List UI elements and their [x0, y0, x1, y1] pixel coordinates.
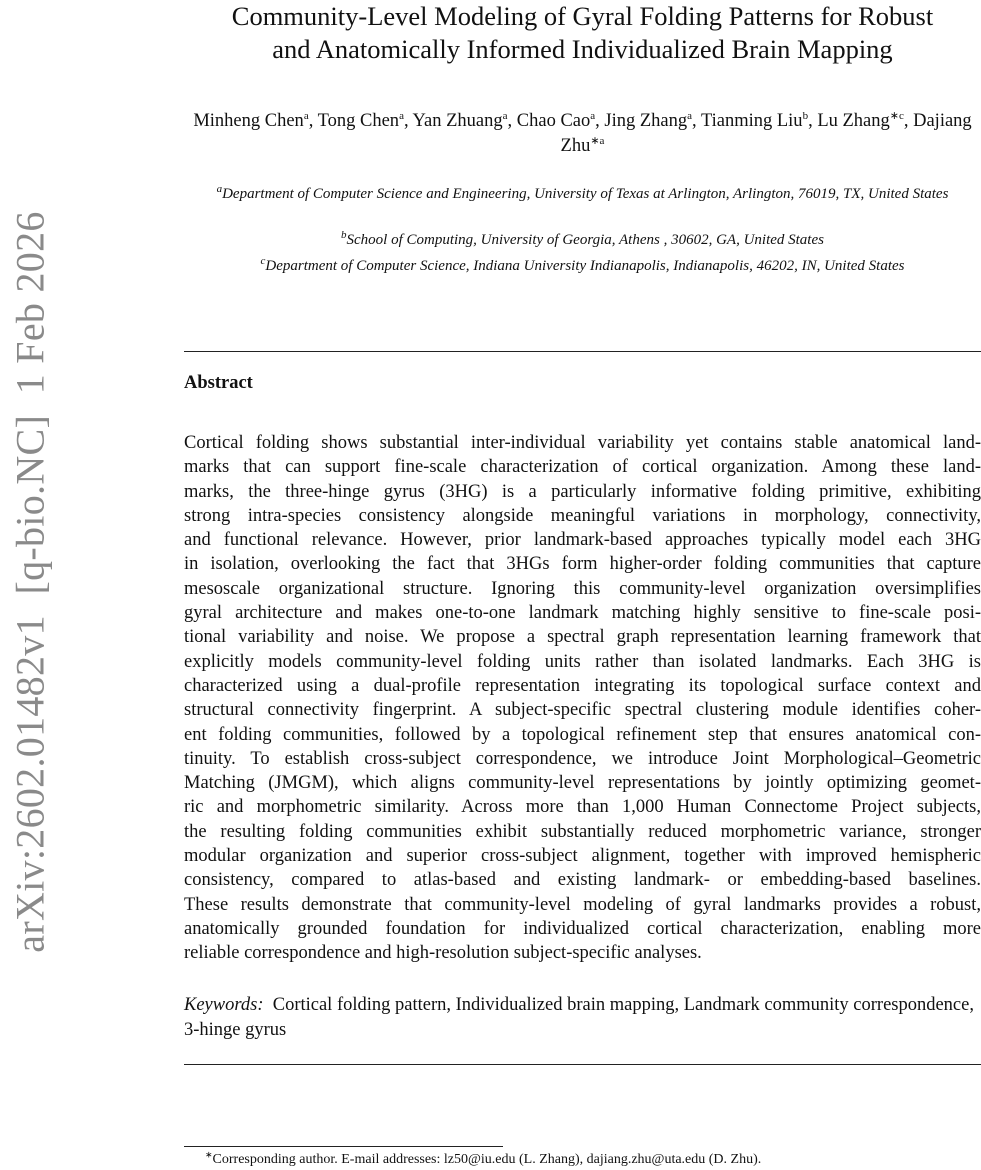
author-name: Dajiang Zhu [560, 111, 972, 156]
abstract-line: marks, the three-hinge gyrus (3HG) is a particularly informative folding primitive, exhibiting [184, 481, 981, 502]
abstract-line: and functional relevance. However, prior landmark-based approaches typically model each 3HG [184, 530, 981, 551]
author-name: Jing Zhang [604, 111, 688, 131]
author-affiliation-mark: ∗c [889, 109, 904, 122]
author-list: Minheng Chen$^a$, Tong Chen$^a$, Yan Zhuang$^a$, Chao Cao$^a$, Jing Zhang$^a$, Tianming Liu$^b$, Lu Zhang$^{∗c}$, Dajiang Zhu$^{∗a}$ [193, 109, 972, 156]
bottom-divider [184, 1064, 981, 1065]
affiliation-c [184, 256, 981, 276]
affiliation-mark: b [341, 229, 347, 241]
abstract-line: ent folding communities, followed by a topological refinement step that ensures anatomical con- [184, 724, 981, 745]
abstract-line: structural connectivity fingerprint. A subject-specific spectral clustering module identifies coher- [184, 700, 981, 721]
top-divider [184, 351, 981, 352]
abstract-line: anatomically grounded foundation for individualized cortical characterization, enabling more [184, 918, 981, 939]
abstract-line: strong intra-species consistency alongside meaningful variations in morphology, connectivity, [184, 505, 981, 526]
author-affiliation-mark: a [687, 109, 693, 122]
abstract-line: consistency, compared to atlas-based and existing landmark- or embedding-based baselines. [184, 870, 981, 891]
affiliation-text: Department of Computer Science, Indiana University Indianapolis, Indianapolis, 46202, IN, United States [265, 258, 905, 274]
abstract-line: mesoscale organizational structure. Ignoring this community-level organization oversimplifies [184, 578, 981, 599]
author-affiliation-mark: a [590, 109, 596, 122]
author-affiliation-mark: a [399, 109, 404, 122]
affiliation-mark: a [216, 183, 223, 195]
title-line: and Anatomically Informed Individualized Brain Mapping [272, 34, 893, 64]
author [517, 111, 595, 131]
affiliation-text: Department of Computer Science and Engineering, University of Texas at Arlington, Arlington, 76019, TX, United States [222, 186, 949, 202]
author [817, 111, 904, 131]
author-affiliation-mark: a [303, 109, 309, 122]
affiliation-a [184, 184, 981, 204]
abstract-heading: Abstract [184, 373, 253, 393]
abstract-line: reliable correspondence and high-resolution subject-specific analyses. [184, 943, 702, 964]
abstract-line: Matching (JMGM), which aligns community-level representations by jointly optimizing geomet- [184, 773, 981, 794]
author-affiliation-mark: b [802, 109, 809, 122]
author-name: Tianming Liu [700, 111, 803, 131]
author-name: Chao Cao [516, 111, 591, 131]
footnote [205, 1149, 762, 1168]
author-name: Yan Zhuang [412, 111, 503, 131]
author [318, 111, 404, 131]
footnote-divider [184, 1146, 503, 1147]
abstract-line: tional variability and noise. We propose a spectral graph representation learning framework that [184, 627, 981, 648]
paper-title [184, 0, 981, 66]
affiliation-mark: c [260, 255, 266, 267]
keywords-label: Keywords: [184, 995, 264, 1015]
keywords [184, 993, 981, 1043]
author-name: Lu Zhang [817, 111, 890, 131]
abstract-line: ric and morphometric similarity. Across more than 1,000 Human Connectome Project subjects, [184, 797, 981, 818]
author [193, 111, 308, 131]
abstract-line: modular organization and superior cross-subject alignment, together with improved hemispheric [184, 846, 981, 867]
footnote-mark: ∗ [205, 1149, 213, 1160]
abstract-line: These results demonstrate that community-level modeling of gyral landmarks provides a robust, [184, 894, 981, 915]
abstract-line: gyral architecture and makes one-to-one landmark matching highly sensitive to fine-scale posi- [184, 603, 981, 624]
abstract-line: marks that can support fine-scale characterization of cortical organization. Among these land- [184, 457, 981, 478]
abstract-line: characterized using a dual-profile representation integrating its topological surface context and [184, 675, 981, 696]
author [413, 111, 508, 131]
author [604, 111, 692, 131]
author-name: Tong Chen [317, 111, 400, 131]
footnote-text: Corresponding author. E-mail addresses: lz50@iu.edu (L. Zhang), dajiang.zhu@uta.edu (D. Zhu). [212, 1152, 762, 1167]
author-name: Minheng Chen [193, 111, 304, 131]
author [701, 111, 808, 131]
affiliation-text: School of Computing, University of Georgia, Athens , 30602, GA, United States [346, 232, 824, 248]
abstract-line: explicitly models community-level folding units rather than isolated landmarks. Each 3HG is [184, 651, 981, 672]
arxiv-identifier: arXiv:2602.01482v1 [q-bio.NC] 1 Feb 2026 [7, 211, 53, 953]
abstract-line: in isolation, overlooking the fact that 3HGs form higher-order folding communities that capture [184, 554, 981, 575]
affiliation-b [184, 230, 981, 250]
abstract-line: the resulting folding communities exhibit substantially reduced morphometric variance, stronger [184, 821, 981, 842]
abstract-line: Cortical folding shows substantial inter-individual variability yet contains stable anatomical land- [184, 433, 981, 453]
keywords-text: Cortical folding pattern, Individualized brain mapping, Landmark community correspondence, 3-hinge gyrus [184, 995, 974, 1040]
author-affiliation-mark: a [502, 109, 508, 122]
abstract-line: tinuity. To establish cross-subject correspondence, we introduce Joint Morphological–Geometric [184, 748, 981, 769]
title-line: Community-Level Modeling of Gyral Folding Patterns for Robust [231, 1, 934, 31]
abstract-body [184, 431, 981, 966]
author-affiliation-mark: ∗a [590, 134, 605, 147]
